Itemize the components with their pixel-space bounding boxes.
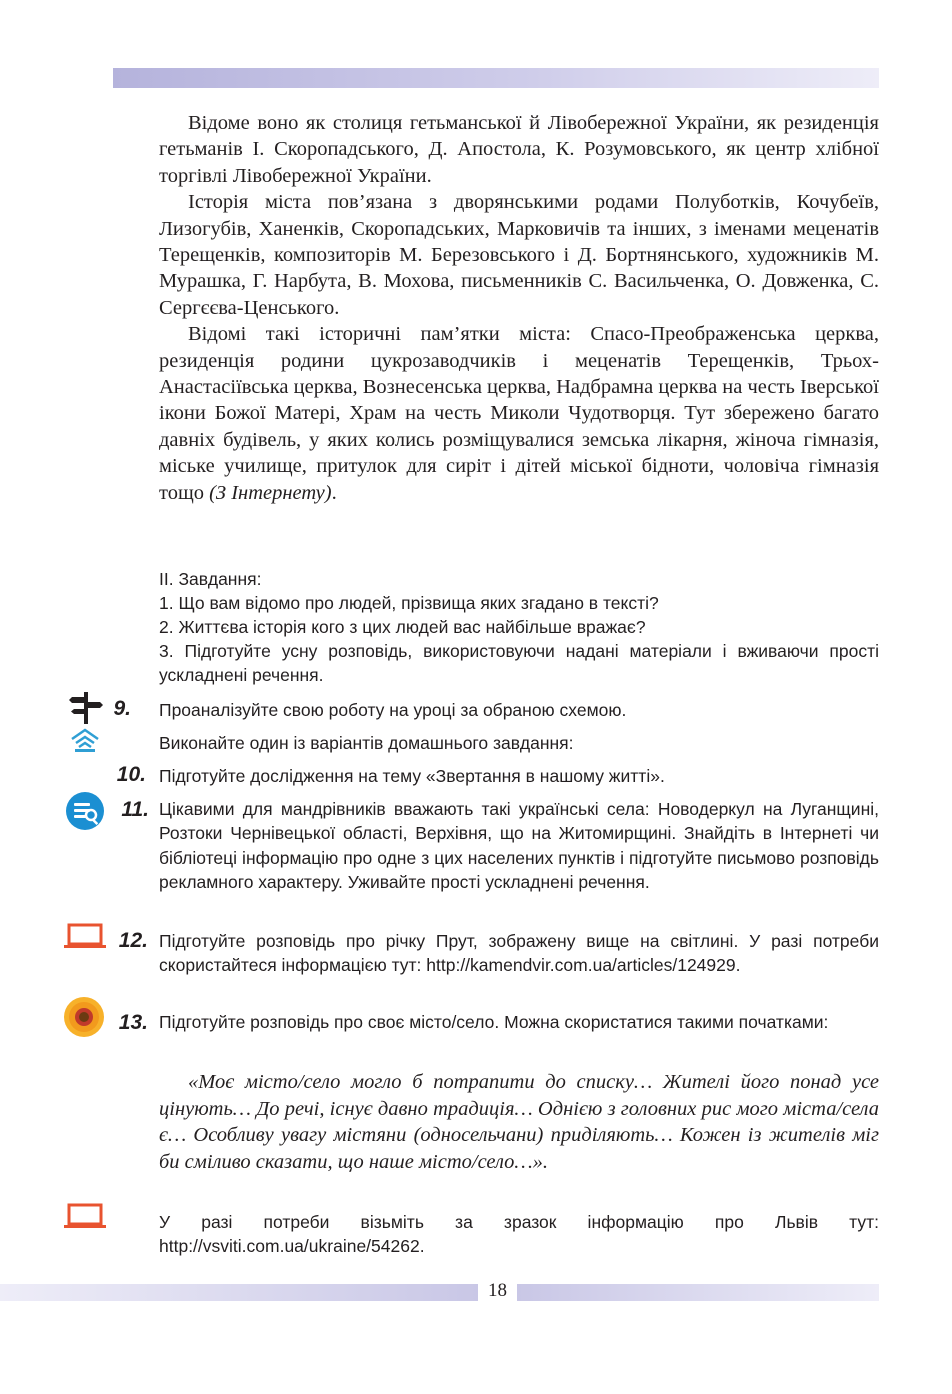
- task-item: 3. Підготуйте усну розповідь, використовуючи надані матеріали і вживаючи прості ускладнені речення.: [159, 641, 879, 685]
- task-item: 2. Життєва історія кого з цих людей вас найбільше вражає?: [159, 617, 646, 637]
- house-icon: [69, 727, 101, 753]
- footer-band-right: [517, 1284, 879, 1301]
- laptop-icon: [63, 1202, 107, 1230]
- quote-block: [159, 1069, 879, 1175]
- laptop-icon: [63, 922, 107, 950]
- task-item: 1. Що вам відомо про людей, прізвища яких згадано в тексті?: [159, 593, 659, 613]
- exercise-9-text: Проаналізуйте свою роботу на уроці за обраною схемою.: [159, 700, 627, 720]
- homework-intro: Виконайте один із варіантів домашнього завдання:: [159, 733, 574, 753]
- exercise-number: 10.: [116, 763, 146, 786]
- reading-text: [159, 110, 879, 506]
- reading-paragraph: Історія міста пов’язана з дворянськими родами Полуботків, Кочубеїв, Лизогубів, Ханенків, Скоропадських, Марковичів та інших, з іменами меценатів Терещенків, композиторів М. Березовського і Д. Бортнянського, художників М. Мурашка, Г. Нарбута, В. Мохова, письменників С. Васильченка, О. Довженка, С. Сергєєва-Ценського.: [159, 191, 879, 319]
- footer-note-text: У разі потреби візьміть за зразок інформацію про Львів тут: http://vsviti.com.ua/ukraine/54262.: [159, 1212, 879, 1257]
- reading-paragraph: Відоме воно як столиця гетьманської й Лівобережної України, як резиденція гетьманів І. Скоропадського, Д. Апостола, К. Розумовського, як центр хлібної торгівлі Лівобережної України.: [159, 112, 879, 187]
- footer-band-left: [0, 1284, 478, 1301]
- exercise-number: 9.: [113, 697, 131, 720]
- exercise-number: 13.: [118, 1011, 148, 1034]
- exercise-12-text: Підготуйте розповідь про річку Прут, зображену вище на світлині. У разі потреби скористайтеся інформацією тут: http://kamendvir.com.ua/articles/124929.: [159, 931, 879, 976]
- exercise-number: 12.: [118, 929, 148, 952]
- reading-source: (З Інтернету): [209, 481, 332, 504]
- exercise-11-text: Цікавими для мандрівників вважають такі українські села: Новодеркул на Луганщині, Розтоки Чернівецької області, Верхівня, що на Житомирщині. Знайдіть в Інтернеті чи бібліотеці інформацію про одне з цих населених пунктів і підготуйте письмово розповідь рекламного характеру. Уживайте прості ускладнені речення.: [159, 799, 879, 892]
- exercise-13-text: Підготуйте розповідь про своє місто/село. Можна скористатися такими початками:: [159, 1012, 829, 1032]
- page-number: 18: [488, 1280, 507, 1301]
- exercise-10-text: Підготуйте дослідження на тему «Звертання в нашому житті».: [159, 766, 665, 786]
- header-band: [113, 68, 879, 88]
- exercise-number: 11.: [121, 798, 149, 821]
- tasks-block: [159, 567, 879, 687]
- sunflower-icon: [63, 996, 105, 1038]
- tasks-heading: ІІ. Завдання:: [159, 569, 262, 589]
- reading-paragraph: Відомі такі історичні пам’ятки міста: Спасо-Преображенська церква, резиденція родини цукрозаводчиків і меценатів Терещенків, Трьох-Анастасіївська церква, Вознесенська церква, Надбрамна церква на честь Іверської ікони Божої Матері, Храм на честь Миколи Чудотворця. Тут збережено багато давніх будівель, у яких колись розміщувалися земська лікарня, жіноча гімназія, міське училище, притулок для сиріт і дітей міської бідноти, чоловіча гімназія тощо (З Інтернету).: [159, 323, 879, 504]
- quote-text: «Моє місто/село могло б потрапити до списку… Жителі його понад усе цінують… До речі, існує давно традиція… Однією з головних рис мого міста/села є… Особливу увагу містяни (односельчани) приділяють… Кожен із жителів міг би сміливо сказати, що наше місто/село…».: [159, 1071, 879, 1173]
- library-search-icon: [65, 791, 105, 831]
